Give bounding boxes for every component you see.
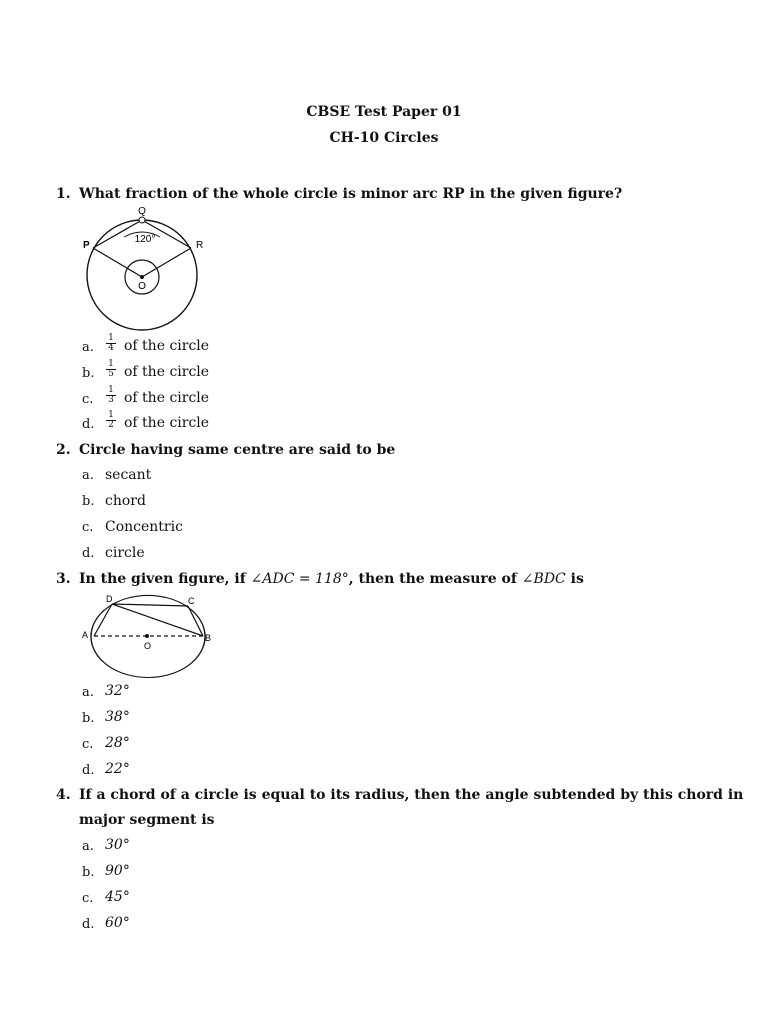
question-2-text: Circle having same centre are said to be — [79, 442, 396, 458]
question-3-text — [79, 571, 584, 587]
question-3-number: 3. — [56, 571, 71, 587]
q1-option-d-denominator: 2 — [108, 420, 114, 430]
q1-option-b-letter: b. — [82, 366, 95, 381]
q4-option-d-letter: d. — [82, 917, 95, 932]
q3-option-d-letter: d. — [82, 763, 95, 778]
q1-option-c-letter: c. — [82, 392, 94, 407]
q2-option-a-text: secant — [105, 467, 152, 483]
q3-chord-dc — [112, 604, 188, 606]
q3-label-c: C — [188, 596, 195, 606]
q1-radius-op — [93, 248, 142, 277]
q3-label-o: O — [144, 641, 152, 651]
q1-option-b-numerator: 1 — [108, 359, 114, 369]
q1-center-point — [140, 275, 144, 279]
q3-center-point — [145, 634, 149, 638]
q1-option-c-denominator: 3 — [108, 395, 114, 405]
q3-label-a: A — [82, 630, 89, 640]
question-3-math-adc: ∠ADC = 118° — [250, 571, 349, 587]
q1-option-a-letter: a. — [82, 340, 94, 355]
q1-label-q: Q — [138, 206, 146, 217]
q4-option-a-letter: a. — [82, 839, 94, 854]
q4-option-c-text: 45° — [105, 889, 130, 905]
q1-option-a-text: of the circle — [124, 338, 210, 354]
question-1-text: What fraction of the whole circle is minor arc RP in the given figure? — [79, 186, 623, 202]
q2-option-d-text: circle — [105, 545, 145, 561]
question-2-number: 2. — [56, 442, 71, 458]
q1-radius-or — [142, 248, 191, 277]
q1-option-d-text: of the circle — [124, 415, 210, 431]
q3-option-a-text: 32° — [105, 683, 130, 699]
q1-option-b-denominator: 5 — [108, 369, 114, 379]
question-3-text-middle: , then the measure of — [348, 571, 517, 587]
q1-point-q — [139, 217, 145, 223]
q3-option-b-letter: b. — [82, 711, 95, 726]
q3-label-d: D — [106, 594, 113, 604]
q1-option-c-numerator: 1 — [108, 385, 114, 395]
q4-option-a-text: 30° — [105, 837, 130, 853]
question-1-figure — [80, 205, 220, 335]
q3-chord-ad — [94, 604, 112, 636]
q4-option-b-text: 90° — [105, 863, 130, 879]
q2-option-b-letter: b. — [82, 494, 95, 509]
paper-title: CBSE Test Paper 01 — [306, 104, 462, 120]
q1-option-a-denominator: 4 — [108, 343, 114, 353]
question-4-text-line-2: major segment is — [79, 812, 215, 828]
question-3-figure — [80, 594, 220, 684]
question-4-text-line-1: If a chord of a circle is equal to its radius, then the angle subtended by this chord in — [79, 787, 744, 803]
question-3-text-before: In the given figure, if — [79, 571, 246, 587]
question-1-number: 1. — [56, 186, 71, 202]
q2-option-c-text: Concentric — [105, 519, 183, 535]
question-3-math-bdc: ∠BDC — [521, 571, 566, 587]
q1-option-b-text: of the circle — [124, 364, 210, 380]
q1-option-a-numerator: 1 — [108, 333, 114, 343]
q3-label-b: B — [205, 633, 212, 643]
q3-option-b-text: 38° — [105, 709, 130, 725]
q1-option-c-fraction — [105, 386, 117, 405]
q1-option-d-letter: d. — [82, 417, 95, 432]
q1-option-d-numerator: 1 — [108, 410, 114, 420]
q2-option-d-letter: d. — [82, 546, 95, 561]
q4-option-b-letter: b. — [82, 865, 95, 880]
q3-option-c-letter: c. — [82, 737, 94, 752]
q1-label-angle: 120° — [134, 234, 156, 245]
q4-option-d-text: 60° — [105, 915, 130, 931]
q1-option-d-fraction — [105, 411, 117, 430]
q4-option-c-letter: c. — [82, 891, 94, 906]
paper-subtitle: CH-10 Circles — [329, 130, 439, 146]
question-4-number: 4. — [56, 787, 71, 803]
q2-option-a-letter: a. — [82, 468, 94, 483]
q1-option-c-text: of the circle — [124, 390, 210, 406]
question-3-text-after: is — [570, 571, 584, 587]
q1-option-b-fraction — [105, 360, 117, 379]
q1-label-p: P — [83, 240, 90, 251]
q3-option-c-text: 28° — [105, 735, 130, 751]
q1-option-a-fraction — [105, 334, 117, 353]
q1-label-r: R — [196, 240, 204, 251]
q3-option-d-text: 22° — [105, 761, 130, 777]
q2-option-c-letter: c. — [82, 520, 94, 535]
q3-option-a-letter: a. — [82, 685, 94, 700]
q2-option-b-text: chord — [105, 493, 146, 509]
q1-label-o: O — [138, 281, 146, 292]
